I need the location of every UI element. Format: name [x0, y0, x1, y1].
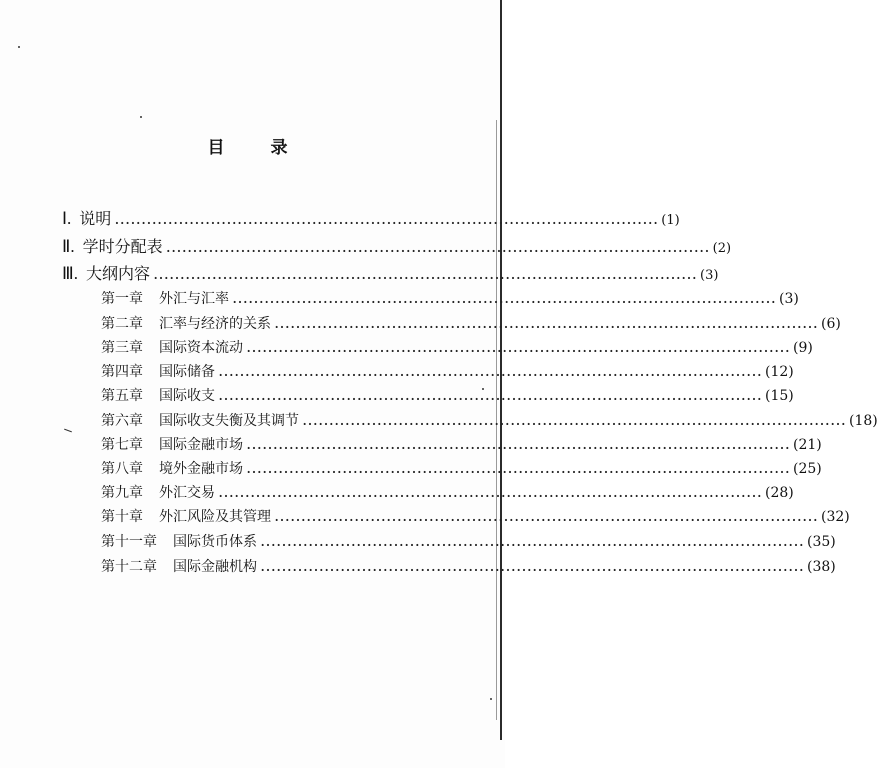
section-numeral: Ⅰ. [62, 209, 72, 228]
dot-leader: ………………………………………………………………………………………… [246, 434, 790, 453]
chapter-number: 第七章 [101, 437, 143, 453]
dot-leader: ………………………………………………………………………………………… [274, 313, 818, 332]
section-page-number: (1) [661, 213, 680, 228]
section-title: 学时分配表 [82, 237, 163, 256]
toc-chapter-row [101, 458, 822, 478]
section-page-number: (2) [712, 241, 732, 256]
toc-chapter-label [101, 313, 271, 333]
chapter-page-number: (12) [765, 364, 794, 380]
chapter-number: 第五章 [101, 388, 143, 404]
dot-leader: ………………………………………………………………………………………… [246, 458, 790, 477]
toc-chapter-row [101, 482, 794, 502]
dot-leader: ………………………………………………………………………………………… [274, 506, 818, 525]
section-title: 大纲内容 [85, 264, 150, 283]
dot-leader: ………………………………………………………………………………………… [218, 482, 762, 501]
section-numeral: Ⅲ. [62, 264, 78, 283]
chapter-number: 第二章 [101, 316, 143, 332]
toc-chapter-row [101, 337, 813, 357]
toc-section-label [62, 206, 111, 229]
chapter-title: 汇率与经济的关系 [159, 316, 271, 332]
chapter-title: 国际资本流动 [159, 340, 243, 356]
dot-leader: ………………………………………………………………………………………… [165, 237, 710, 256]
section-title: 说明 [79, 209, 112, 228]
chapter-page-number: (25) [793, 461, 822, 477]
toc-chapter-row [101, 361, 794, 381]
toc-chapter-row [101, 506, 850, 526]
chapter-page-number: (3) [779, 291, 799, 307]
chapter-page-number: (15) [765, 388, 794, 404]
chapter-page-number: (18) [849, 413, 878, 429]
scan-mark [64, 429, 72, 433]
toc-chapter-row [101, 288, 799, 308]
dot-leader: ………………………………………………………………………………………… [246, 337, 790, 356]
toc-chapter-label [101, 434, 243, 454]
chapter-page-number: (21) [793, 437, 822, 453]
dot-leader: ………………………………………………………………………………………… [260, 531, 804, 550]
toc-chapter-label [101, 288, 229, 308]
chapter-number: 第十一章 [101, 534, 157, 550]
chapter-number: 第一章 [101, 291, 143, 307]
toc-chapter-label [101, 556, 257, 576]
toc-section-label [62, 234, 163, 257]
chapter-title: 国际收支 [159, 388, 215, 404]
chapter-title: 国际金融市场 [159, 437, 243, 453]
chapter-title: 外汇与汇率 [159, 291, 229, 307]
toc-chapter-row [101, 313, 841, 333]
chapter-title: 国际金融机构 [173, 559, 257, 575]
dot-leader: ………………………………………………………………………………………… [114, 209, 659, 228]
toc-section-label [62, 261, 150, 284]
scan-speck [18, 46, 20, 48]
chapter-page-number: (6) [821, 316, 841, 332]
toc-section-row [62, 234, 732, 257]
dot-leader: ………………………………………………………………………………………… [153, 264, 697, 283]
dot-leader: ………………………………………………………………………………………… [232, 288, 776, 307]
page-title: 目 录 [207, 138, 308, 158]
toc-section-row [62, 261, 719, 284]
chapter-title: 境外金融市场 [159, 461, 243, 477]
chapter-title: 国际储备 [159, 364, 215, 380]
section-page-number: (3) [700, 268, 719, 283]
chapter-page-number: (32) [821, 509, 850, 525]
toc-chapter-label [101, 458, 243, 478]
chapter-page-number: (38) [807, 559, 836, 575]
chapter-number: 第六章 [101, 413, 143, 429]
toc-chapter-row [101, 531, 836, 551]
dot-leader: ………………………………………………………………………………………… [302, 410, 846, 429]
dot-leader: ………………………………………………………………………………………… [260, 556, 804, 575]
toc-chapter-label [101, 410, 299, 430]
chapter-title: 外汇风险及其管理 [159, 509, 271, 525]
dot-leader: ………………………………………………………………………………………… [218, 385, 762, 404]
scan-speck [140, 116, 142, 118]
chapter-page-number: (35) [807, 534, 836, 550]
toc-chapter-label [101, 337, 243, 357]
chapter-title: 国际收支失衡及其调节 [159, 413, 299, 429]
chapter-number: 第十二章 [101, 559, 157, 575]
toc-chapter-row [101, 385, 794, 405]
chapter-number: 第三章 [101, 340, 143, 356]
toc-chapter-row [101, 556, 836, 576]
dot-leader: ………………………………………………………………………………………… [218, 361, 762, 380]
chapter-number: 第九章 [101, 485, 143, 501]
chapter-title: 外汇交易 [159, 485, 215, 501]
toc-chapter-label [101, 361, 215, 381]
toc-chapter-label [101, 482, 215, 502]
toc-chapter-label [101, 506, 271, 526]
chapter-page-number: (9) [793, 340, 813, 356]
toc-chapter-row [101, 410, 878, 430]
toc-section-row [62, 206, 680, 229]
toc-chapter-label [101, 385, 215, 405]
chapter-page-number: (28) [765, 485, 794, 501]
section-numeral: Ⅱ. [62, 237, 75, 256]
toc-chapter-row [101, 434, 822, 454]
toc-chapter-label [101, 531, 257, 551]
chapter-number: 第八章 [101, 461, 143, 477]
chapter-number: 第十章 [101, 509, 143, 525]
chapter-title: 国际货币体系 [173, 534, 257, 550]
scan-speck [490, 698, 492, 700]
chapter-number: 第四章 [101, 364, 143, 380]
